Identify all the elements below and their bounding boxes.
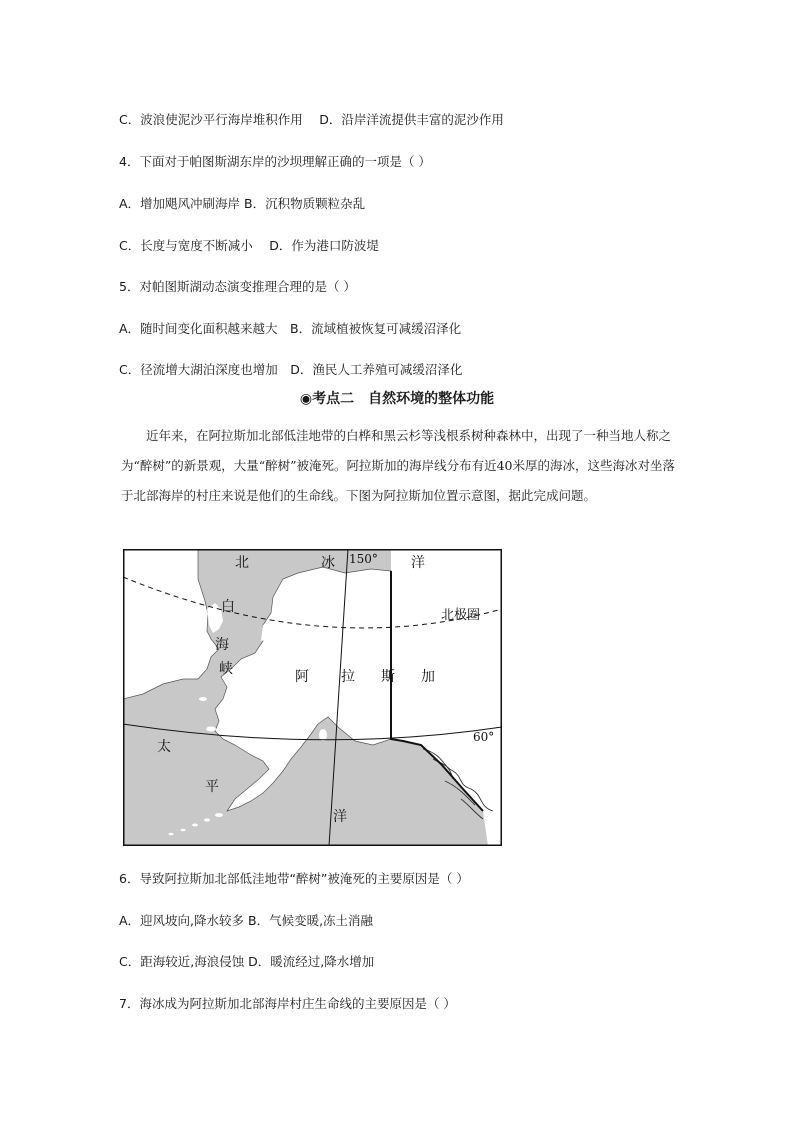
q5-stem: 5．对帕图斯湖动态演变推理合理的是（ ）	[119, 279, 356, 294]
label-hai: 海	[215, 637, 229, 653]
section-heading	[0, 388, 794, 408]
label-jia: 加	[421, 669, 435, 685]
label-a: 阿	[295, 669, 309, 685]
q4-stem: 4．下面对于帕图斯湖东岸的沙坝理解正确的一项是（ ）	[119, 154, 431, 169]
alaska-location-map	[123, 549, 502, 846]
q7-stem: 7．海冰成为阿拉斯加北部海岸村庄生命线的主要原因是（ ）	[119, 996, 456, 1011]
q4-option-ab: A．增加飓风冲刷海岸 B．沉积物质颗粒杂乱	[119, 196, 366, 211]
label-bei: 北	[235, 555, 249, 571]
passage	[121, 421, 677, 511]
q5-option-ab: A．随时间变化面积越来越大 B．流域植被恢复可减缓沼泽化	[119, 321, 462, 336]
label-yang-top: 洋	[411, 555, 425, 571]
q5-option-cd: C．径流增大湖泊深度也增加 D．渔民人工养殖可减缓沼泽化	[119, 362, 463, 377]
label-la: 拉	[341, 669, 355, 685]
q6-option-cd: C．距海较近,海浪侵蚀 D．暖流经过,降水增加	[119, 954, 375, 969]
q3-option-cd: C．波浪使泥沙平行海岸堆积作用 D．沿岸洋流提供丰富的泥沙作用	[119, 112, 504, 127]
q6-option-ab: A．迎风坡向,降水较多 B．气候变暖,冻土消融	[119, 913, 374, 928]
section-marker-icon: ◉	[299, 391, 313, 407]
label-xia: 峡	[219, 661, 233, 677]
passage-text: 近年来，在阿拉斯加北部低洼地带的白桦和黑云杉等浅根系树种森林中，出现了一种当地人称之为“醉树”的新景观，大量“醉树”被淹死。阿拉斯加的海岸线分布有近40米厚的海冰，这些海冰对坐落于北部海岸的村庄来说是他们的生命线。下图为阿拉斯加位置示意图，据此完成问题。	[121, 428, 675, 503]
label-arctic-circle: 北极圈	[441, 608, 481, 623]
label-tai: 太	[157, 739, 171, 755]
label-si: 斯	[381, 669, 395, 685]
q4-option-cd: C．长度与宽度不断减小 D．作为港口防波堤	[119, 238, 379, 253]
section-title: 考点二 自然环境的整体功能	[312, 391, 495, 407]
label-bai: 白	[221, 599, 235, 615]
label-bing: 冰	[321, 555, 335, 571]
label-ping: 平	[205, 779, 219, 795]
label-lon-150: 150°	[349, 552, 378, 566]
label-lat-60: 60°	[473, 730, 495, 744]
q6-stem: 6．导致阿拉斯加北部低洼地带“醉树”被淹死的主要原因是（ ）	[119, 871, 469, 886]
label-yang-bottom: 洋	[333, 809, 347, 825]
